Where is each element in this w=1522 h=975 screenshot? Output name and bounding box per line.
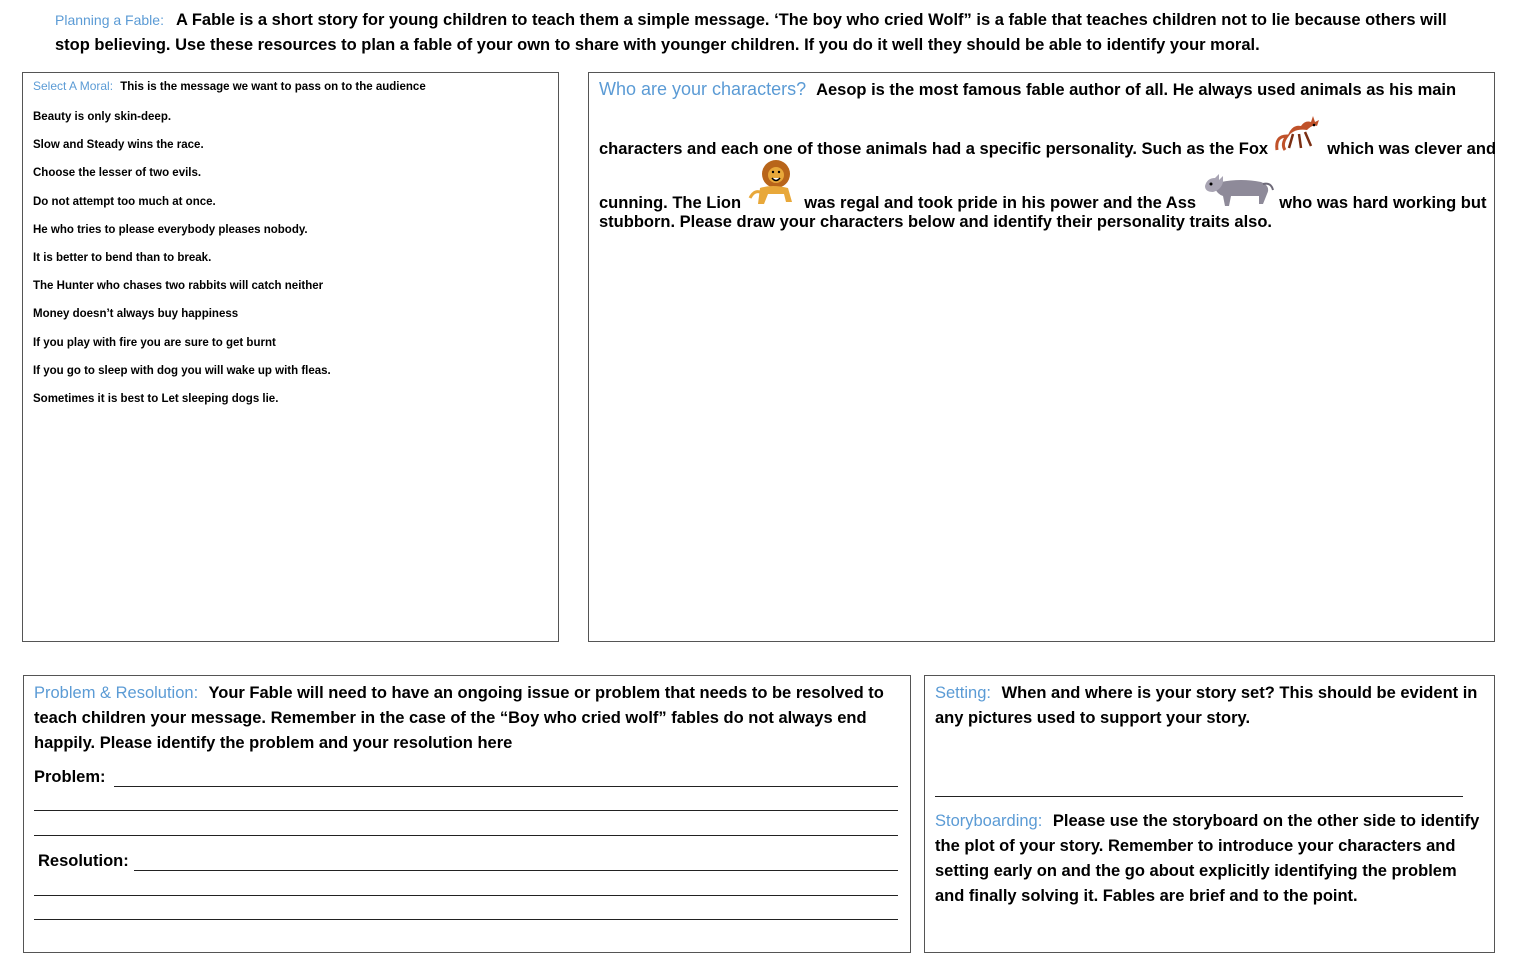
fox-icon <box>1273 106 1323 159</box>
characters-line1-text: Aesop is the most famous fable author of all. He always used animals as his main <box>816 81 1457 99</box>
resolution-line-3[interactable] <box>34 919 898 920</box>
moral-item[interactable]: Slow and Steady wins the race. <box>33 139 204 152</box>
moral-item[interactable]: He who tries to please everybody pleases nobody. <box>33 223 308 236</box>
characters-line2b-text: which was clever and <box>1327 140 1497 158</box>
storyboarding-section <box>935 809 1487 909</box>
setting-line[interactable] <box>935 796 1463 797</box>
problem-line-3[interactable] <box>34 835 898 836</box>
problem-label: Problem & Resolution: <box>34 684 199 702</box>
moral-list <box>33 103 331 413</box>
problem-intro <box>34 681 899 756</box>
moral-item[interactable]: The Hunter who chases two rabbits will catch neither <box>33 280 324 293</box>
moral-header <box>33 79 426 93</box>
moral-description: This is the message we want to pass on to the audience <box>120 81 426 93</box>
lion-icon <box>746 158 800 213</box>
characters-line-3 <box>599 158 1486 213</box>
resolution-line-2[interactable] <box>34 895 898 896</box>
moral-panel <box>22 72 559 642</box>
setting-panel <box>924 675 1495 953</box>
problem-line-2[interactable] <box>34 810 898 811</box>
moral-item[interactable]: If you go to sleep with dog you will wake up with fleas. <box>33 364 331 377</box>
characters-line-2 <box>599 106 1496 159</box>
moral-item[interactable]: Beauty is only skin-deep. <box>33 111 172 123</box>
characters-panel[interactable] <box>588 72 1495 642</box>
characters-line2a-text: characters and each one of those animals had a specific personality. Such as the Fox <box>599 140 1269 158</box>
characters-line-1 <box>599 79 1456 100</box>
characters-line3a-text: cunning. The Lion <box>599 194 742 212</box>
setting-text: When and where is your story set? This should be evident in any pictures used to support your story. <box>935 684 1478 727</box>
moral-item[interactable]: Do not attempt too much at once. <box>33 195 216 208</box>
moral-item[interactable]: Sometimes it is best to Let sleeping dogs lie. <box>33 392 279 405</box>
setting-label: Setting: <box>935 684 991 702</box>
characters-line3b-text: was regal and took pride in his power and the Ass <box>804 194 1197 212</box>
storyboarding-text: Please use the storyboard on the other side to identify the plot of your story. Remember to introduce your characters and setting early on and the go about explicitly identifying the problem and finally solving it. Fables are brief and to the point. <box>935 812 1480 905</box>
characters-line-4 <box>599 213 1272 232</box>
moral-item[interactable]: Money doesn’t always buy happiness <box>33 308 239 321</box>
resolution-line-1[interactable] <box>134 870 898 871</box>
resolution-field-label: Resolution: <box>38 852 129 870</box>
problem-field-label: Problem: <box>34 768 106 786</box>
intro-text: A Fable is a short story for young children to teach them a simple message. ‘The boy who cried Wolf” is a fable that teaches children not to lie because others will stop believing. Use these resources to plan a fable of your own to share with younger children. If you do it well they should be able to identify your moral. <box>55 11 1447 54</box>
setting-section <box>935 681 1487 731</box>
moral-item[interactable]: It is better to bend than to break. <box>33 251 212 264</box>
donkey-icon <box>1201 172 1275 213</box>
intro-label: Planning a Fable: <box>55 12 164 28</box>
problem-line-1[interactable] <box>114 786 898 787</box>
moral-label: Select A Moral: <box>33 79 114 93</box>
storyboarding-label: Storyboarding: <box>935 812 1043 830</box>
characters-label: Who are your characters? <box>599 79 807 99</box>
characters-line4-text: stubborn. Please draw your characters below and identify their personality traits also. <box>599 213 1273 231</box>
intro-paragraph <box>55 8 1475 58</box>
problem-text: Your Fable will need to have an ongoing issue or problem that needs to be resolved to teach children your message. Remember in the case of the “Boy who cried wolf” fables do not always end happily. Please identify the problem and your resolution here <box>34 684 884 752</box>
moral-item[interactable]: Choose the lesser of two evils. <box>33 167 202 180</box>
problem-resolution-panel <box>23 675 911 953</box>
moral-item[interactable]: If you play with fire you are sure to get burnt <box>33 336 276 349</box>
characters-line3c-text: who was hard working but <box>1279 194 1487 212</box>
